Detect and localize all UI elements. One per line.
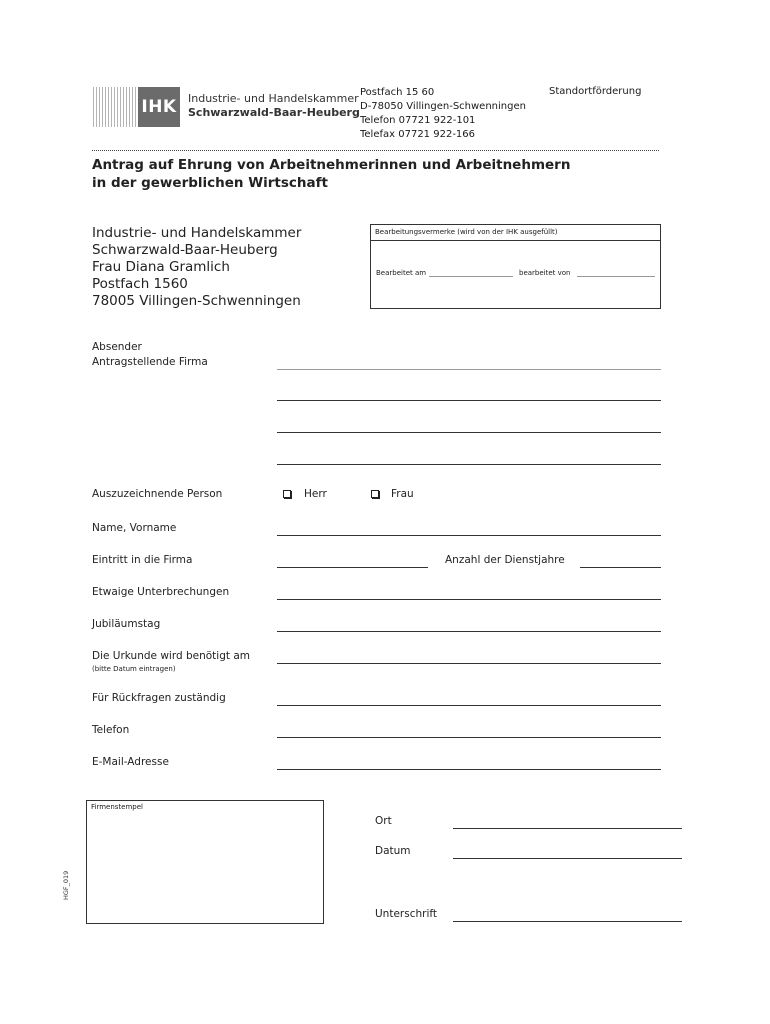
signature-field[interactable] [453,921,682,922]
mrs-checkbox[interactable] [371,490,379,498]
signature-label: Unterschrift [375,908,437,920]
date-label: Datum [375,845,411,857]
company-field-4[interactable] [277,464,661,465]
interruptions-field[interactable] [277,599,661,600]
recipient-address [92,225,301,310]
logo-stripes [93,87,139,127]
address-line: Telefon 07721 922-101 [360,115,476,126]
recipient-line: Postfach 1560 [92,276,188,292]
email-field[interactable] [277,769,661,770]
recipient-line: Schwarzwald-Baar-Heuberg [92,242,278,258]
header-address [360,86,526,142]
form-title [92,156,570,192]
entry-label: Eintritt in die Firma [92,554,193,566]
years-field[interactable] [580,567,661,568]
years-label: Anzahl der Dienstjahre [445,554,565,566]
logo-line-1: Industrie- und Handelskammer [188,92,359,105]
recipient-line: Frau Diana Gramlich [92,259,230,275]
address-line: D-78050 Villingen-Schwenningen [360,101,526,112]
company-stamp-label: Firmenstempel [91,803,143,811]
title-line-2: in der gewerblichen Wirtschaft [92,175,328,191]
anniversary-label: Jubiläumstag [92,618,161,630]
company-field-2[interactable] [277,400,661,401]
address-line: Telefax 07721 922-166 [360,129,476,140]
company-label: Antragstellende Firma [92,356,208,368]
form-code: HGF_019 [62,870,70,900]
ihk-logo-badge: IHK [138,87,180,127]
certificate-needed-label: Die Urkunde wird benötigt am [92,650,250,662]
name-label: Name, Vorname [92,522,177,534]
sender-label: Absender [92,341,142,353]
person-label: Auszuzeichnende Person [92,488,223,500]
contact-field[interactable] [277,705,661,706]
email-label: E-Mail-Adresse [92,756,169,768]
date-field[interactable] [453,858,682,859]
mr-label: Herr [304,488,327,500]
mrs-label: Frau [391,488,414,500]
interruptions-label: Etwaige Unterbrechungen [92,586,230,598]
recipient-line: 78005 Villingen-Schwenningen [92,293,301,309]
phone-field[interactable] [277,737,661,738]
mr-checkbox[interactable] [283,490,291,498]
company-field-3[interactable] [277,432,661,433]
entry-field[interactable] [277,567,428,568]
phone-label: Telefon [92,724,130,736]
logo-line-2: Schwarzwald-Baar-Heuberg [188,106,360,119]
title-line-1: Antrag auf Ehrung von Arbeitnehmerinnen und Arbeitnehmern [92,157,571,173]
anniversary-field[interactable] [277,631,661,632]
processing-notes-box [370,224,661,309]
processing-notes-heading: Bearbeitungsvermerke (wird von der IHK ausgefüllt) [371,225,660,241]
edited-by-label: bearbeitet von [519,269,571,277]
place-label: Ort [375,815,392,827]
company-stamp-box[interactable] [86,800,324,924]
edited-by-field[interactable] [577,276,655,277]
certificate-date-field[interactable] [277,663,661,664]
contact-label: Für Rückfragen zuständig [92,692,226,704]
edited-on-field[interactable] [429,276,513,277]
edited-on-label: Bearbeitet am [376,269,427,277]
header-department: Standortförderung [549,86,642,97]
header-divider [92,150,659,151]
place-field[interactable] [453,828,682,829]
recipient-line: Industrie- und Handelskammer [92,225,302,241]
certificate-hint: (bitte Datum eintragen) [92,665,176,673]
company-field-1[interactable] [277,369,661,370]
name-field[interactable] [277,535,661,536]
address-line: Postfach 15 60 [360,87,435,98]
